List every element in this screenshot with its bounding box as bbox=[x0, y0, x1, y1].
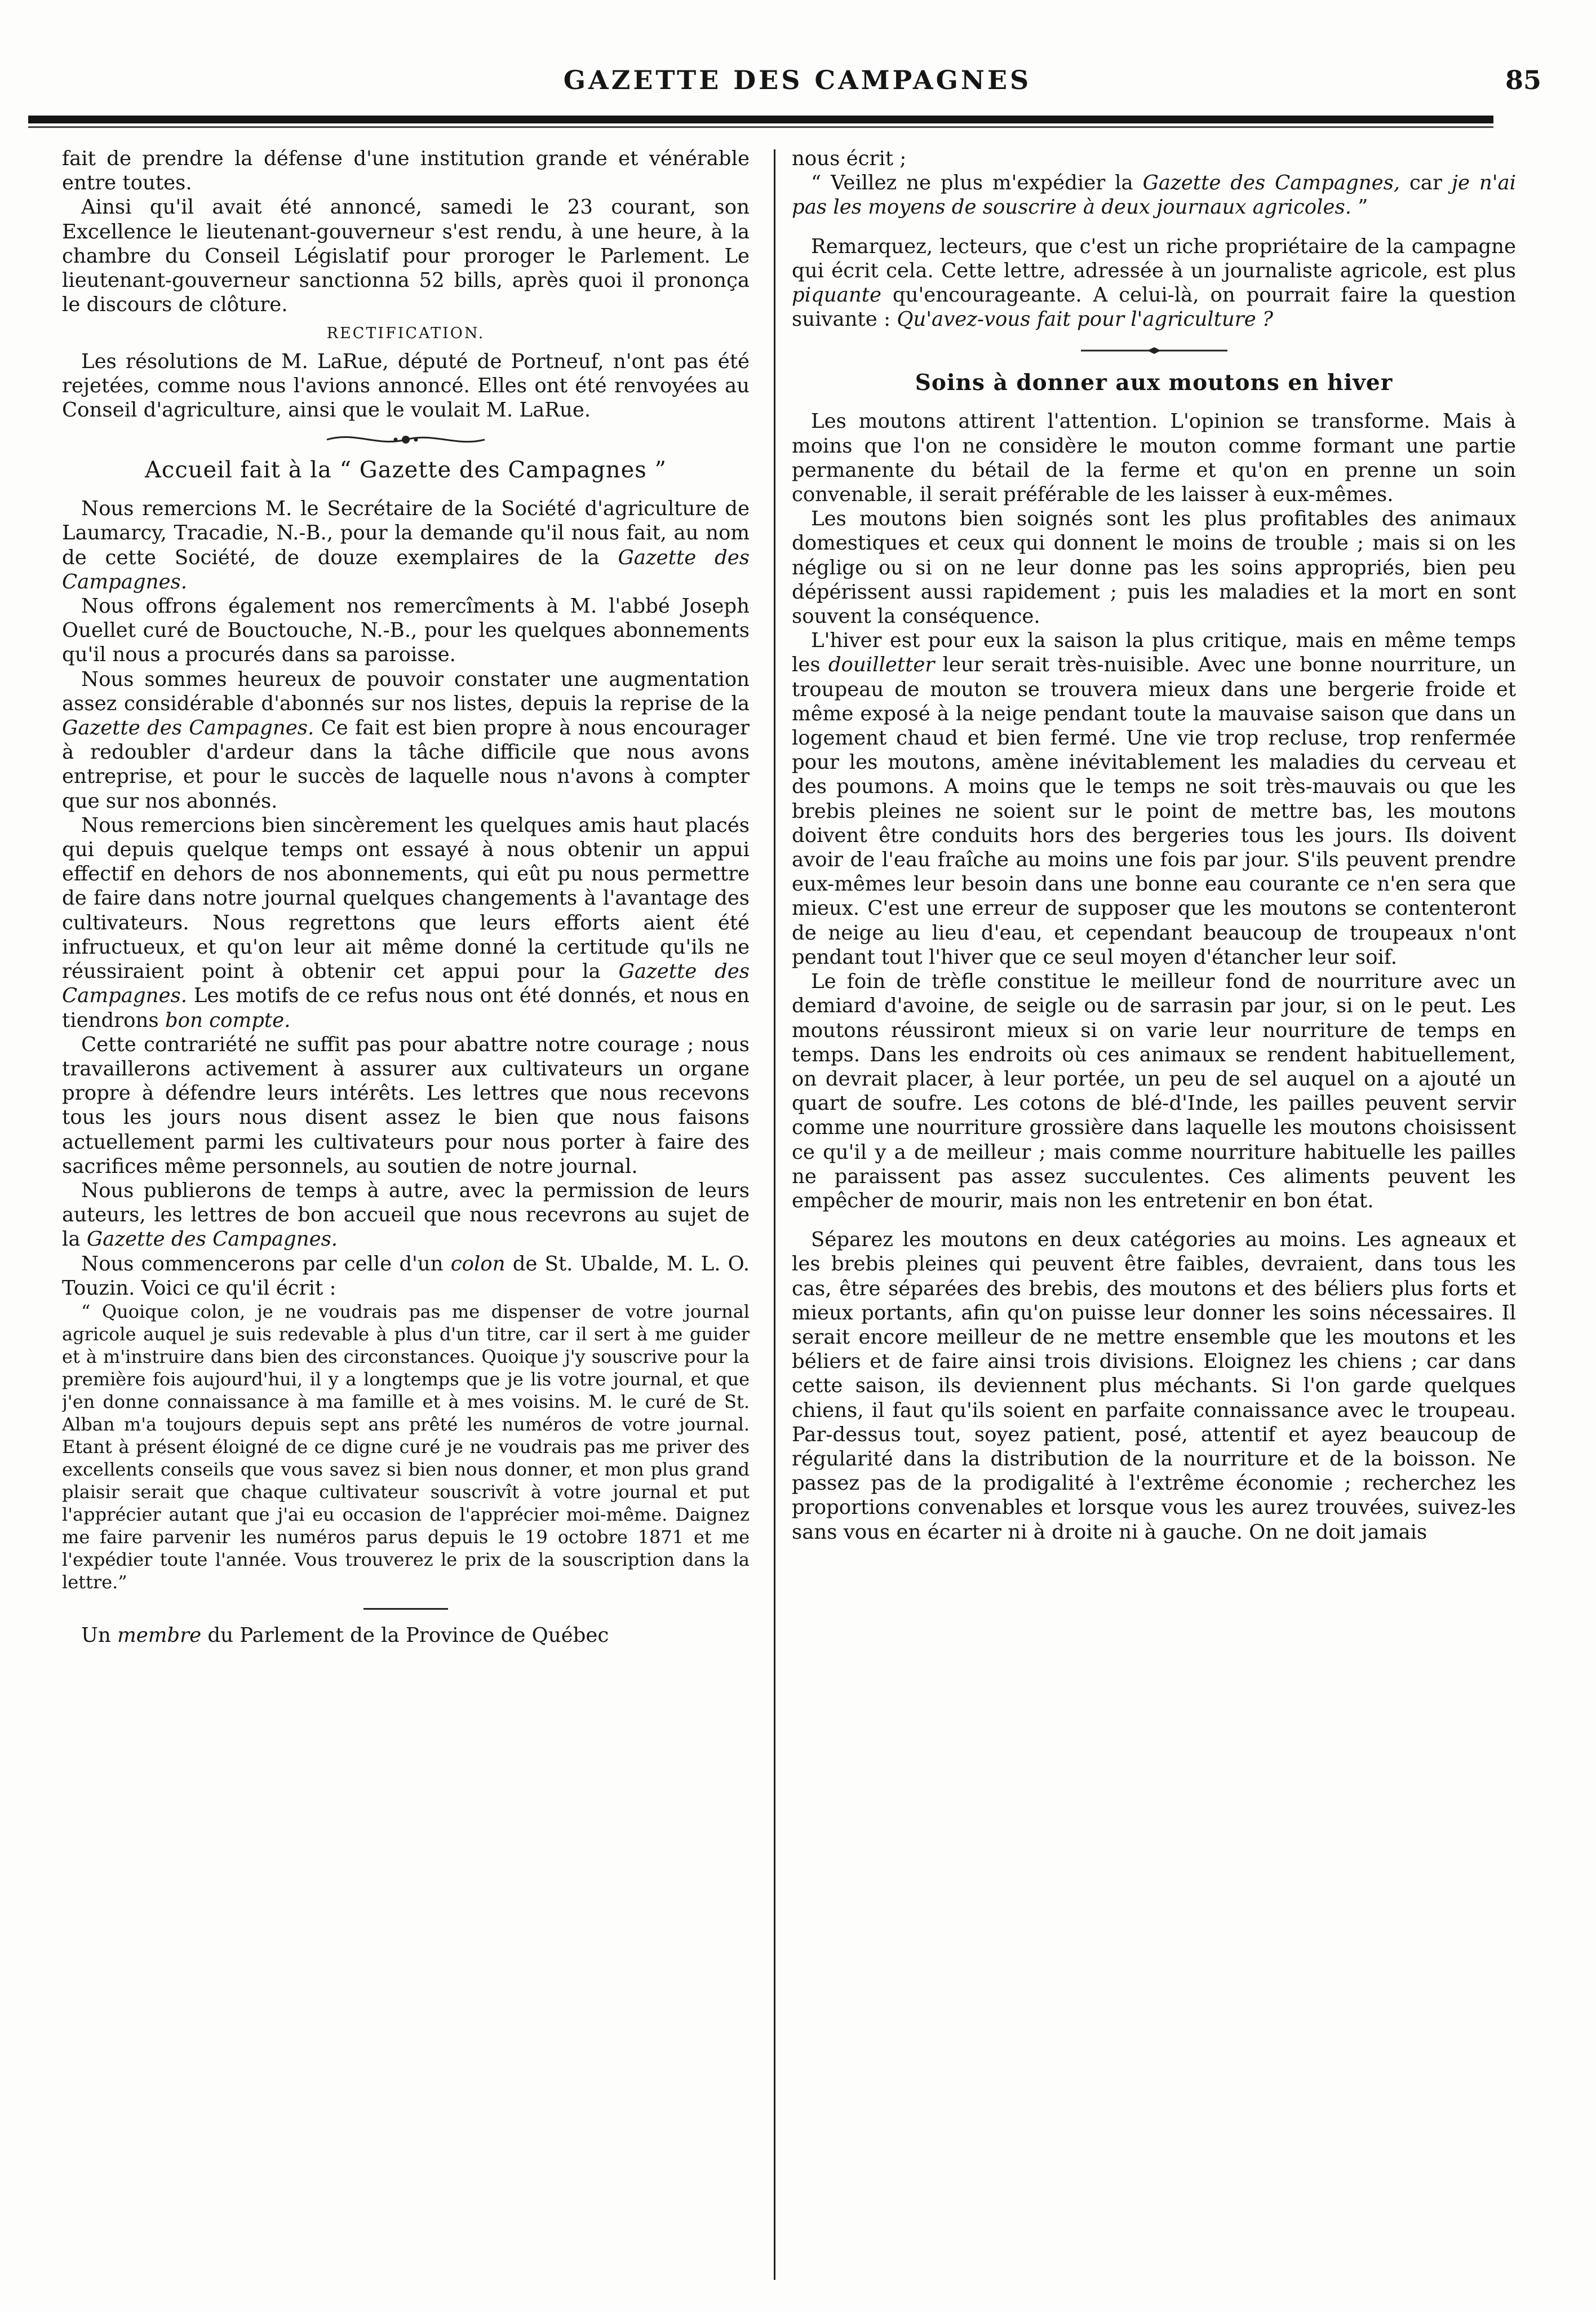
paragraph: Ainsi qu'il avait été annoncé, samedi le 23 courant, son Excellence le lieutenant-gouverneur s'est rendu, à une heure, à la chambre du Conseil Législatif pour proroger le Parlement. Le lieutenant-gouverneur sanctionna 52 bills, après quoi il prononça le discours de clôture. bbox=[62, 196, 750, 317]
section-heading: Accueil fait à la “ Gazette des Campagnes ” bbox=[145, 457, 667, 484]
section-heading: Soins à donner aux moutons en hiver bbox=[915, 370, 1393, 396]
column-separator bbox=[774, 149, 775, 2280]
header-rule-thick bbox=[28, 116, 1493, 123]
paragraph: Remarquez, lecteurs, que c'est un riche propriétaire de la campagne qui écrit cela. Cette lettre, adressée à un journaliste agricole, est plus piquante qu'encourageante. A celui-là, on pourrait faire la question suivante : Qu'avez-vous fait pour l'agriculture ? bbox=[792, 234, 1516, 331]
paragraph: Les résolutions de M. LaRue, député de Portneuf, n'ont pas été rejetées, comme nous l'avions annoncé. Elles ont été renvoyées au Conseil d'agriculture, ainsi que le voulait M. LaRue. bbox=[62, 349, 750, 422]
paragraph: Nous offrons également nos remercîments à M. l'abbé Joseph Ouellet curé de Bouctouche, N.-B., pour les quelques abonnements qu'il nous a procurés dans sa paroisse. bbox=[62, 595, 750, 667]
paragraph: Cette contrariété ne suffit pas pour abattre notre courage ; nous travaillerons activement à assurer aux cultivateurs un organe propre à défendre leurs intérêts. Les lettres que nous recevons tous les jours nous disent assez le bien que nous faisons actuellement parmi les cultivateurs pour nous porter à faire des sacrifices même personnels, au soutien de notre journal. bbox=[62, 1033, 750, 1178]
paragraph: L'hiver est pour eux la saison la plus critique, mais en même temps les douilletter leur serait très-nuisible. Avec une bonne nourriture, un troupeau de mouton se trouvera mieux dans une bergerie froide et même exposé à la neige pendant toute la mauvaise saison que dans un logement chaud et bien fermé. Une vie trop recluse, trop renfermée pour les moutons, amène inévitablement les maladies du cerveau et des poumons. A moins que le temps ne soit très-mauvais ou que les brebis pleines ne soient sur le point de mettre bas, les moutons doivent être conduits hors des bergeries tous les jours. Ils doivent avoir de l'eau fraîche au moins une fois par jour. S'ils peuvent prendre eux-mêmes leur besoin dans une bonne eau courante ce n'en sera que mieux. C'est une erreur de supposer que les moutons se contenteront de neige au lieu d'eau, et cependant beaucoup de troupeaux n'ont pendant tout l'hiver que ce seul moyen d'étancher leur soif. bbox=[792, 629, 1516, 969]
paragraph: Nous publierons de temps à autre, avec la permission de leurs auteurs, les lettres de bon accueil que nous recevrons au sujet de la Gazette des Campagnes. bbox=[62, 1179, 750, 1251]
quoted-letter: “ Quoique colon, je ne voudrais pas me dispenser de votre journal agricole auquel je suis redevable à plus d'un titre, car il sert à me guider et à m'instruire dans bien des circonstances. Quoique j'y souscrive pour la première fois aujourd'hui, il y a longtemps que je lis votre journal, et que j'en donne connaissance à ma famille et à mes voisins. M. le curé de St. Alban m'a toujours depuis sept ans prêté les numéros de votre journal. Etant à présent éloigné de ce digne curé je ne voudrais pas me priver des excellents conseils que vous savez si bien nous donner, et mon plus grand plaisir serait que chaque cultivateur souscrivît à votre journal et put l'apprécier autant que j'ai eu occasion de l'apprécier moi-même. Daignez me faire parvenir les numéros parus depuis le 19 octobre 1871 et me l'expédier toute l'année. Vous trouverez le prix de la souscription dans la lettre.” bbox=[62, 1300, 750, 1593]
paragraph: nous écrit ; bbox=[792, 147, 907, 170]
short-divider bbox=[363, 1608, 448, 1610]
paragraph: Nous commencerons par celle d'un colon de St. Ubalde, M. L. O. Touzin. Voici ce qu'il écrit : bbox=[62, 1252, 750, 1300]
masthead bbox=[54, 54, 1541, 110]
newspaper-title: GAZETTE DES CAMPAGNES bbox=[563, 65, 1032, 95]
rectification-label: RECTIFICATION. bbox=[326, 325, 485, 343]
paragraph: Nous sommes heureux de pouvoir constater une augmentation assez considérable d'abonnés sur nos listes, depuis la reprise de la Gazette des Campagnes. Ce fait est bien propre à nous encourager à redoubler d'ardeur dans la tâche difficile que nous avons entreprise, et pour le succès de laquelle nous n'avons à compter que sur nos abonnés. bbox=[62, 667, 750, 813]
quoted-letter: “ Veillez ne plus m'expédier la Gazette des Campagnes, car je n'ai pas les moyens de souscrire à deux journaux agricoles. ” bbox=[792, 171, 1516, 219]
header-rule-thin bbox=[28, 126, 1493, 128]
right-column bbox=[792, 147, 1516, 2288]
paragraph: Les moutons bien soignés sont les plus profitables des animaux domestiques et ceux qui donnent le moins de trouble ; mais si on les néglige ou si on ne leur donne pas les soins appropriés, bien peu dépérissent aussi rapidement ; puis les maladies et la mort en sont souvent la conséquence. bbox=[792, 507, 1516, 628]
paragraph: Le foin de trèfle constitue le meilleur fond de nourriture avec un demiard d'avoine, de seigle ou de sarrasin par jour, si on le peut. Les moutons réussiront mieux si on varie leur nourriture de temps en temps. Dans les endroits où ces animaux se rendent habituellement, on devrait placer, à leur portée, un peu de sel auquel on a ajouté un quart de soufre. Les cotons de blé-d'Inde, les pailles peuvent servir comme une nourriture grossière dans laquelle les moutons choisissent ce qu'il y a de meilleur ; mais comme nourriture habituelle les pailles ne paraissent pas assez succulentes. Ces aliments peuvent les empêcher de mourir, mais non les entretenir en bon état. bbox=[792, 970, 1516, 1212]
page-number: 85 bbox=[1505, 65, 1541, 95]
left-column bbox=[62, 147, 750, 2288]
paragraph: Un membre du Parlement de la Province de Québec bbox=[81, 1623, 609, 1647]
paragraph: Nous remercions bien sincèrement les quelques amis haut placés qui depuis quelque temps ont essayé à nous obtenir un appui effectif en dehors de nos abonnements, qui eût pu nous permettre de faire dans notre journal quelques changements à l'avantage des cultivateurs. Nous regrettons que leurs efforts aient été infructueux, et qu'on leur ait même donné la certitude qu'ils ne réussiraient point à obtenir cet appui pour la Gazette des Campagnes. Les motifs de ce refus nous ont été donnés, et nous en tiendrons bon compte. bbox=[62, 813, 750, 1032]
ornament-divider bbox=[321, 430, 490, 449]
paragraph: fait de prendre la défense d'une institution grande et vénérable entre toutes. bbox=[62, 147, 750, 195]
paragraph: Les moutons attirent l'attention. L'opinion se transforme. Mais à moins que l'on ne considère le mouton comme formant une partie permanente du bétail de la ferme et qu'on en prenne un soin convenable, il serait préférable de les laisser à eux-mêmes. bbox=[792, 410, 1516, 507]
paragraph: Nous remercions M. le Secrétaire de la Société d'agriculture de Laumarcy, Tracadie, N.-B., pour la demande qu'il nous fait, au nom de cette Société, de douze exemplaires de la Gazette des Campagnes. bbox=[62, 497, 750, 593]
paragraph: Séparez les moutons en deux catégories au moins. Les agneaux et les brebis pleines qui peuvent être faibles, devraient, dans tous les cas, être séparées des brebis, des moutons et des béliers plus forts et mieux portants, afin qu'on puisse leur donner les soins nécessaires. Il serait encore meilleur de ne mettre ensemble que les moutons et les béliers et de faire ainsi trois divisions. Eloignez les chiens ; car dans cette saison, ils deviennent plus méchants. Si l'on garde quelques chiens, il faut qu'ils soient en parfaite connaissance avec le troupeau. Par-dessus tout, soyez patient, posé, attentif et ayez beaucoup de régularité dans la distribution de la nourriture et de la boisson. Ne passez pas de la prodigalité à l'extrême économie ; recherchez les proportions convenables et lorsque vous les aurez trouvées, suivez-les sans vous en écarter ni à droite ni à gauche. On ne doit jamais bbox=[792, 1228, 1516, 1544]
arrow-divider bbox=[1081, 346, 1227, 355]
